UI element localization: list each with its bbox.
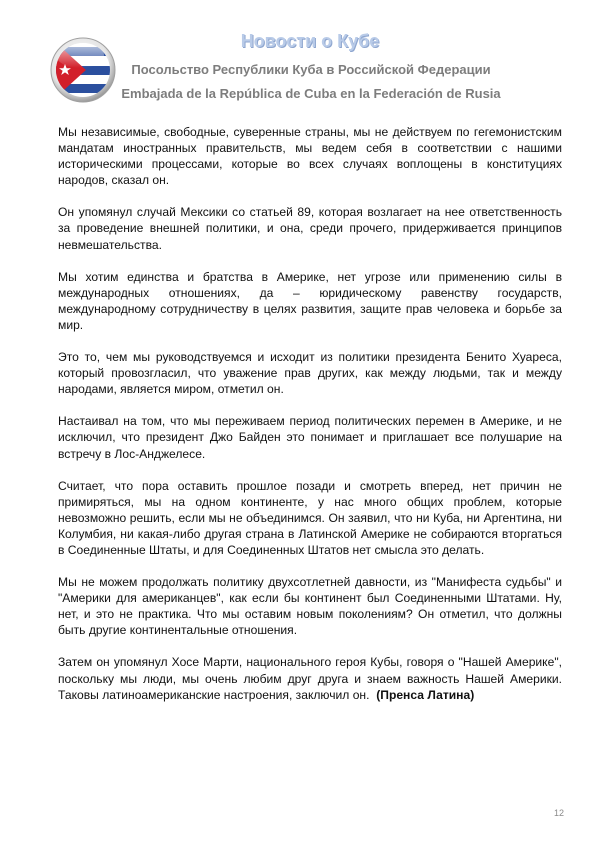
article-paragraph: Мы не можем продолжать политику двухсотлетней давности, из "Манифеста судьбы" и "Америки для американцев", как если бы континент был Соединенными Штатами. Ну, нет, и это не практика. Что мы оставим новым поколениям? Он отметил, что должны быть другие континентальные отношения.: [58, 575, 562, 638]
embassy-name-es: Embajada de la República de Cuba en la Federación de Rusia: [121, 86, 501, 101]
article-paragraph-last: [58, 654, 562, 702]
newsletter-title: Новости о Кубе: [240, 31, 380, 51]
embassy-name-ru: Посольство Республики Куба в Российской Федерации: [131, 62, 491, 77]
last-paragraph-text: Затем он упомянул Хосе Марти, национального героя Кубы, говоря о "Нашей Америке", поскольку мы люди, мы очень любим друг друга и знаем важность Нашей Америки. Таковы латиноамериканские настроения, заключил он.: [58, 655, 562, 702]
article-paragraph: Мы независимые, свободные, суверенные страны, мы не действуем по гегемонистским мандатам иностранных правительств, мы ведем себя в соответствии с нашими историческими процессами, которые во всех случаях воплощены в конституциях народов, сказал он.: [58, 125, 562, 188]
article-paragraph: Считает, что пора оставить прошлое позади и смотреть вперед, нет причин не примиряться, мы на одном континенте, у нас много общих проблем, которые невозможно решить, если мы не объединимся. Он заявил, что ни Куба, ни Аргентина, ни Колумбия, ни какая-либо другая страна в Латинской Америке не собираются вторгаться в Соединенные Штаты, и для Соединенных Штатов нет смысла это делать.: [58, 478, 562, 557]
page-number: 12: [553, 808, 564, 818]
article-paragraph: Настаивал на том, что мы переживаем период политических перемен в Америке, и не исключил, что президент Джо Байден это понимает и приглашает все полушарие на встречу в Лос-Анджелесе.: [58, 414, 562, 461]
article-paragraph: Это то, чем мы руководствуемся и исходит из политики президента Бенито Хуареса, который провозгласил, что уважение прав других, как между людьми, так и между народами, является миром, отметил он.: [58, 350, 562, 397]
article-paragraph: Он упомянул случай Мексики со статьей 89, которая возлагает на нее ответственность за проведение внешней политики, и она, среди прочего, придерживается принципов невмешательства.: [58, 205, 562, 252]
article-paragraph: Мы хотим единства и братства в Америке, нет угрозе или применению силы в международных отношениях, да – юридическому равенству государств, международному сотрудничеству в целях развития, защите прав человека и борьбе за мир.: [58, 269, 562, 332]
article-body: [58, 124, 562, 719]
page-header: [0, 0, 605, 110]
news-source: (Пренса Латина): [376, 687, 475, 702]
